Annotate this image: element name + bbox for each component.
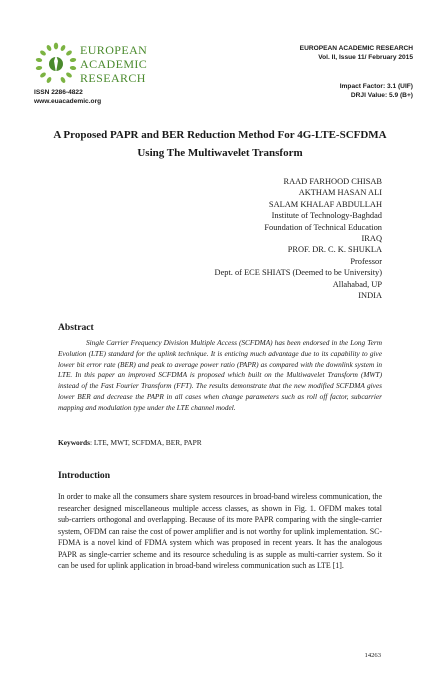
impact-factor: Impact Factor: 3.1 (UIF) <box>339 83 413 90</box>
journal-issue: Vol. II, Issue 11/ February 2015 <box>318 53 413 61</box>
author-line: AKTHAM HASAN ALI <box>298 188 382 198</box>
affiliation-line: IRAQ <box>361 234 382 244</box>
issn-block <box>34 88 101 106</box>
issn: ISSN 2286-4822 <box>34 89 83 96</box>
affiliation-line: Allahabad, UP <box>332 279 382 289</box>
abstract-heading: Abstract <box>58 322 94 333</box>
page-number: 14263 <box>364 652 381 659</box>
laurel-wreath-icon <box>34 42 78 86</box>
introduction-heading: Introduction <box>58 470 111 481</box>
keywords-list: : LTE, MWT, SCFDMA, BER, PAPR <box>90 438 202 447</box>
journal-info <box>300 45 413 62</box>
journal-name: EUROPEAN ACADEMIC RESEARCH <box>299 45 413 52</box>
logo-line-3: RESEARCH <box>80 71 146 85</box>
author-line: RAAD FARHOOD CHISAB <box>283 177 382 186</box>
author-block <box>215 176 382 301</box>
logo-line-2: ACADEMIC <box>80 57 148 71</box>
website: www.euacademic.org <box>34 98 102 105</box>
affiliation-line: Dept. of ECE SHIATS (Deemed to be University) <box>214 268 382 278</box>
author-line: SALAM KHALAF ABDULLAH <box>268 199 382 209</box>
keywords-line <box>58 438 382 447</box>
affiliation-line: INDIA <box>358 291 382 301</box>
logo-line-1: EUROPEAN <box>80 43 148 57</box>
paper-title: A Proposed PAPR and BER Reduction Method For 4G-LTE-SCFDMA Using The Multiwavelet Transform <box>53 129 387 159</box>
logo-wordmark <box>80 43 147 85</box>
journal-metrics <box>340 83 413 100</box>
drji-value: DRJI Value: 5.9 (B+) <box>350 91 413 99</box>
page-header <box>0 0 439 108</box>
introduction-text: In order to make all the consumers share system resources in broad-band wireless communication, the researcher designed miscellaneous multiple access classes, as shown in Fig. 1. OFDM makes total sub-carriers orthogonal and overlapping. Because of its more PAPR comparing with the single-carrier system, OFDM can raise the cost of power amplifier and is not worthy for uplink implementation. SC-FDMA is a novel kind of FDMA system which was proposed in recent years. It has the analogous PAPR as single-carrier scheme and its resource scheduling is as supple as multi-carrier system. So it can be used for uplink application in broad-band wireless communication such as LTE [1]. <box>58 492 382 570</box>
keywords-label: Keywords <box>58 438 91 447</box>
affiliation-line: Institute of Technology-Baghdad <box>271 211 382 221</box>
publisher-logo <box>34 42 174 88</box>
affiliation-line: Professor <box>350 256 382 266</box>
author-line: PROF. DR. C. K. SHUKLA <box>287 245 382 255</box>
abstract-text: Single Carrier Frequency Division Multiple Access (SCFDMA) has been endorsed in the Long Term Evolution (LTE) standard for the uplink technique. It is enticing much advantage due to its capability to give lower bit error rate (BER) and peak to average power ratio (PAPR) as compared with the downlink system in LTE. In this paper an improved SCFDMA is proposed which built on the Multiwavelet Transform (MWT) instead of the Fast Fourier Transform (FFT). The results demonstrate that the new modified SCFDMA gives lower BER and decrease the PAPR in all cases when change parameters such as roll off factor, subcarrier mapping and modulation type under the LTE channel model. <box>58 338 382 412</box>
affiliation-line: Foundation of Technical Education <box>264 222 382 232</box>
